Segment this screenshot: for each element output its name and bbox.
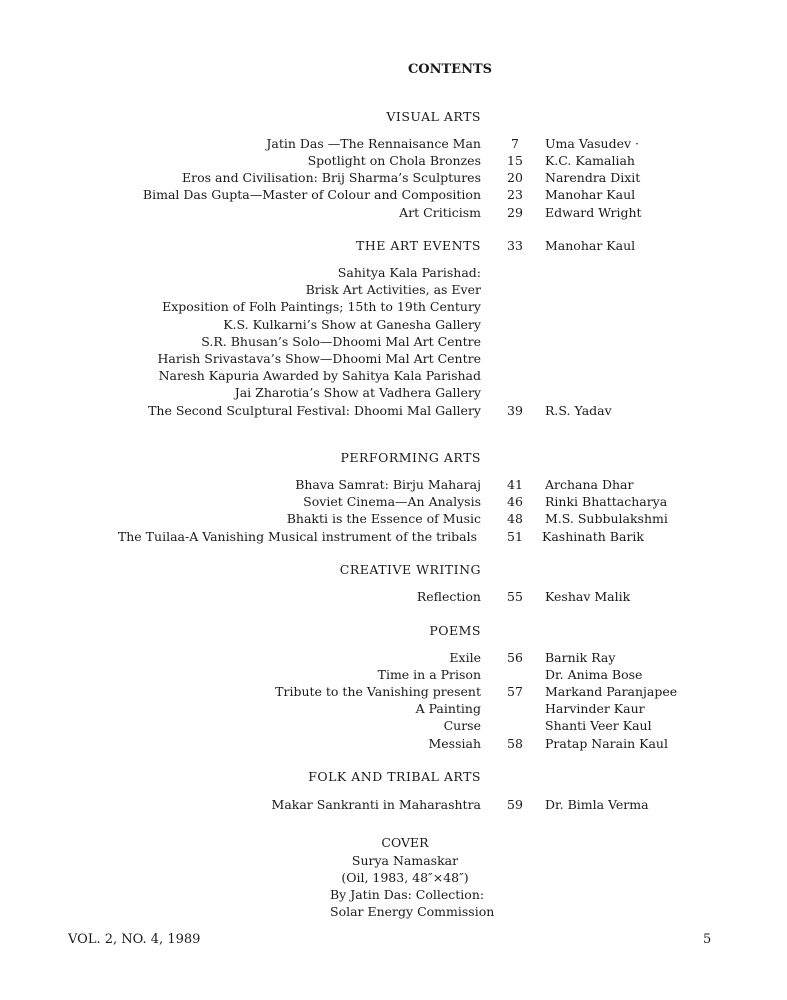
cover-heading: COVER — [381, 835, 429, 850]
entry-title: Tribute to the Vanishing present — [275, 684, 481, 699]
entry-page: 51 — [507, 529, 523, 544]
entry-title: Bhava Samrat: Birju Maharaj — [295, 477, 481, 492]
art-event-item: Sahitya Kala Parishad: — [337, 265, 481, 280]
page-number: 5 — [703, 932, 712, 947]
entry-page: 15 — [507, 153, 523, 168]
entry-page: 46 — [507, 494, 523, 509]
volume-info: VOL. 2, NO. 4, 1989 — [68, 932, 201, 947]
entry-title: Exile — [449, 650, 481, 665]
art-event-item: Naresh Kapuria Awarded by Sahitya Kala Parishad — [158, 368, 481, 383]
entry-title: Art Criticism — [399, 205, 481, 220]
entry-page: 56 — [507, 650, 523, 665]
section-heading-poems: POEMS — [429, 623, 481, 638]
entry-page: 39 — [507, 403, 523, 418]
entry-page: 29 — [507, 205, 523, 220]
section-heading-folk-tribal-arts: FOLK AND TRIBAL ARTS — [308, 769, 481, 784]
entry-author: Shanti Veer Kaul — [545, 718, 652, 733]
entry-author: Uma Vasudev · — [545, 136, 640, 151]
section-heading-performing-arts: PERFORMING ARTS — [340, 450, 481, 465]
entry-author: Manohar Kaul — [545, 238, 636, 253]
cover-line: Surya Namaskar — [351, 853, 459, 868]
entry-title: Curse — [443, 718, 481, 733]
entry-page: 59 — [507, 797, 523, 812]
cover-line: Solar Energy Commission — [330, 904, 495, 919]
entry-author: Harvinder Kaur — [545, 701, 645, 716]
entry-author: Pratap Narain Kaul — [545, 736, 668, 751]
entry-page: 58 — [507, 736, 523, 751]
entry-title: Eros and Civilisation: Brij Sharma’s Sculptures — [182, 170, 481, 185]
entry-title: Soviet Cinema—An Analysis — [303, 494, 481, 509]
section-heading-art-events: THE ART EVENTS — [356, 238, 481, 253]
entry-page: 7 — [511, 136, 519, 151]
entry-title: Messiah — [428, 736, 481, 751]
entry-author: Kashinath Barik — [542, 529, 644, 544]
entry-title: Time in a Prison — [377, 667, 481, 682]
entry-author: Narendra Dixit — [545, 170, 641, 185]
entry-page: 57 — [507, 684, 523, 699]
entry-author: Dr. Bimla Verma — [545, 797, 649, 812]
art-event-item: Harish Srivastava’s Show—Dhoomi Mal Art Centre — [157, 351, 481, 366]
entry-author: Barnik Ray — [545, 650, 616, 665]
entry-author: Rinki Bhattacharya — [545, 494, 668, 509]
entry-author: Edward Wright — [545, 205, 642, 220]
section-heading-visual-arts: VISUAL ARTS — [386, 109, 481, 124]
entry-page: 48 — [507, 511, 523, 526]
entry-page: 20 — [507, 170, 523, 185]
entry-title: Bimal Das Gupta—Master of Colour and Composition — [142, 187, 481, 202]
entry-title: The Tuilaa-A Vanishing Musical instrument of the tribals — [117, 529, 477, 544]
entry-author: Keshav Malik — [545, 589, 631, 604]
section-heading-creative-writing: CREATIVE WRITING — [339, 562, 481, 577]
entry-page: 41 — [507, 477, 523, 492]
entry-author: Archana Dhar — [545, 477, 634, 492]
art-event-item: Exposition of Folh Paintings; 15th to 19th Century — [162, 299, 481, 314]
entry-author: M.S. Subbulakshmi — [545, 511, 668, 526]
entry-title: Makar Sankranti in Maharashtra — [271, 797, 481, 812]
art-event-item: K.S. Kulkarni’s Show at Ganesha Gallery — [223, 317, 481, 332]
entry-author: Dr. Anima Bose — [545, 667, 643, 682]
art-event-item: The Second Sculptural Festival: Dhoomi Mal Gallery — [148, 403, 481, 418]
entry-title: A Painting — [415, 701, 481, 716]
entry-author: R.S. Yadav — [545, 403, 612, 418]
art-event-item: Jai Zharotia’s Show at Vadhera Gallery — [234, 385, 481, 400]
page-title: CONTENTS — [407, 62, 493, 77]
entry-page: 55 — [507, 589, 523, 604]
cover-line: (Oil, 1983, 48″×48″) — [341, 870, 469, 885]
entry-page: 23 — [507, 187, 523, 202]
entry-title: Bhakti is the Essence of Music — [286, 511, 481, 526]
cover-line: By Jatin Das: Collection: — [330, 887, 485, 902]
entry-title: Reflection — [416, 589, 481, 604]
entry-author: Manohar Kaul — [545, 187, 636, 202]
entry-title: Jatin Das —The Rennaisance Man — [266, 136, 481, 151]
art-event-item: S.R. Bhusan’s Solo—Dhoomi Mal Art Centre — [201, 334, 481, 349]
entry-author: K.C. Kamaliah — [545, 153, 635, 168]
entry-page: 33 — [507, 238, 523, 253]
art-event-item: Brisk Art Activities, as Ever — [305, 282, 481, 297]
entry-author: Markand Paranjapee — [545, 684, 678, 699]
entry-title: Spotlight on Chola Bronzes — [307, 153, 481, 168]
